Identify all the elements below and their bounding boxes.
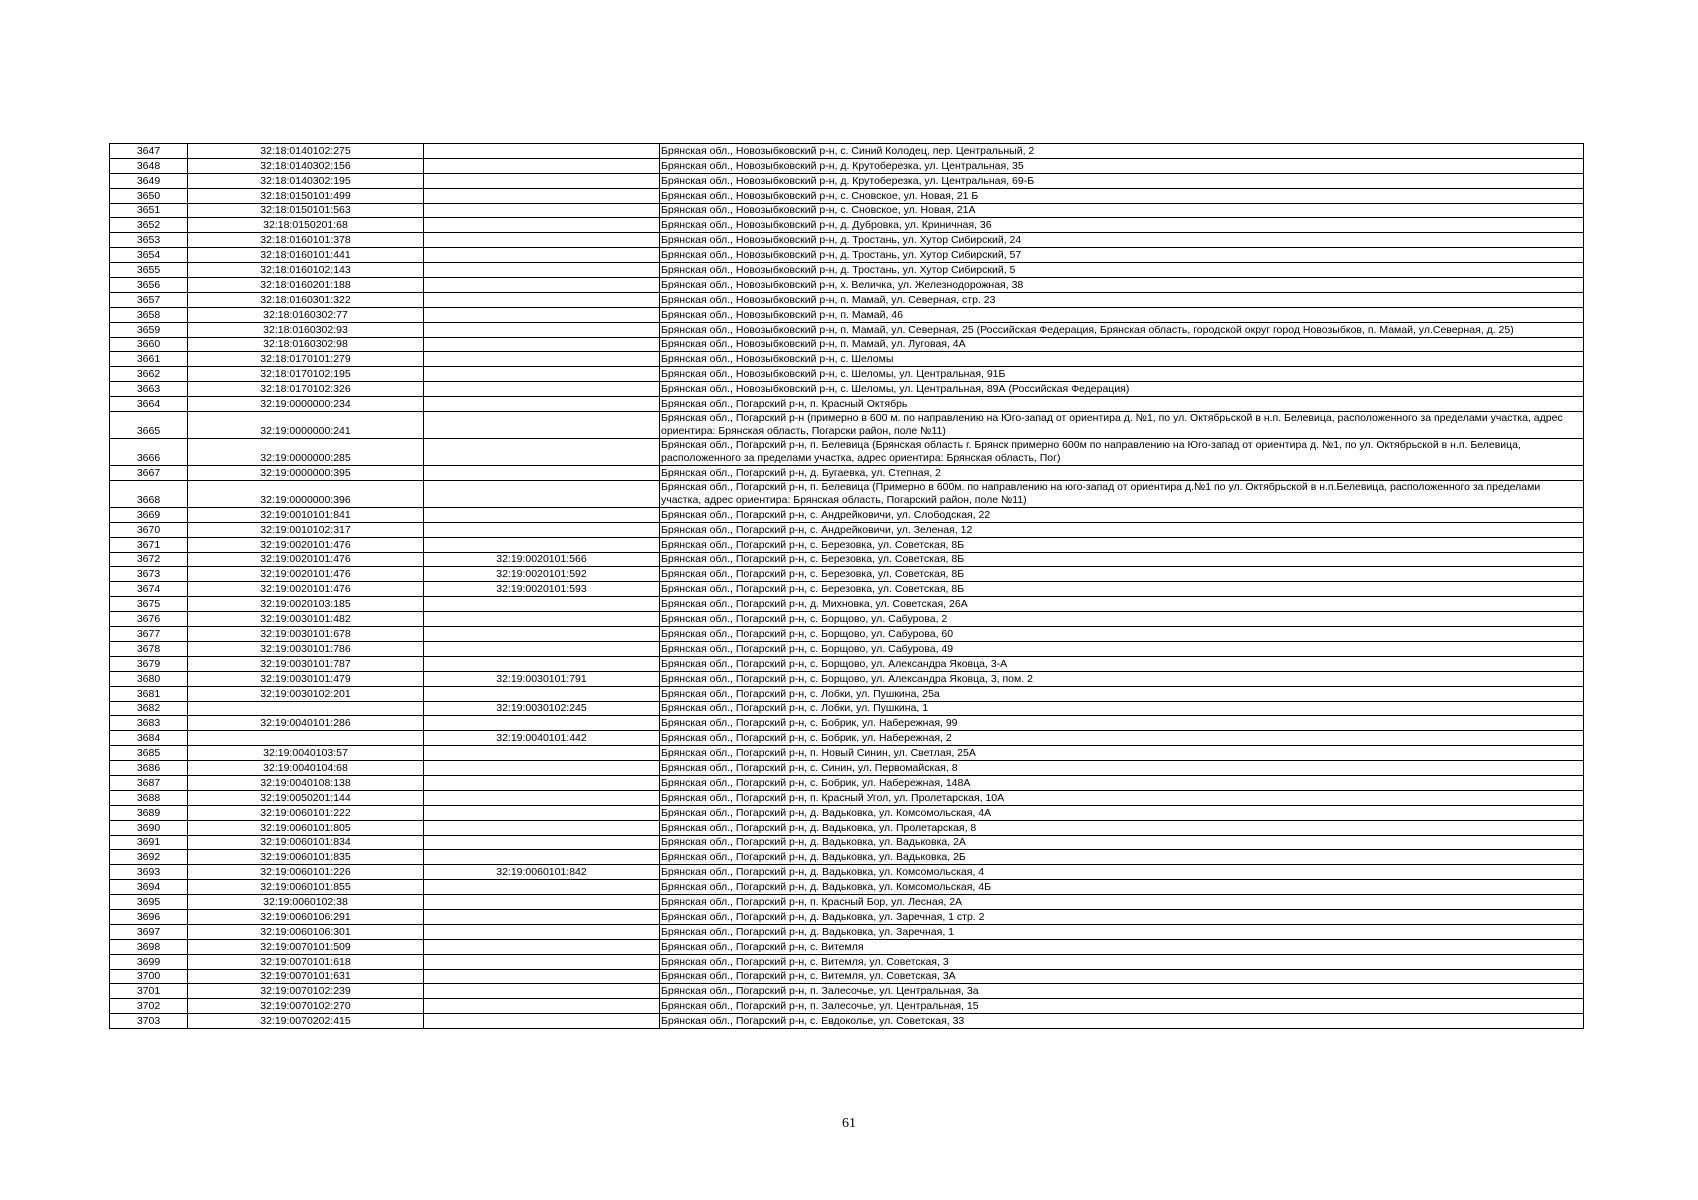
row-number-cell: 3652 (110, 218, 188, 233)
row-number-cell: 3698 (110, 939, 188, 954)
related-cadastral-number-cell (424, 835, 660, 850)
cadastral-number-cell: 32:18:0150101:499 (188, 188, 424, 203)
address-cell: Брянская обл., Погарский р-н, с. Евдоколье, ул. Советская, 33 (660, 1014, 1584, 1029)
cadastral-number-cell: 32:18:0140302:156 (188, 158, 424, 173)
address-cell: Брянская обл., Погарский р-н, с. Березовка, ул. Советская, 8Б (660, 582, 1584, 597)
table-row (110, 627, 1584, 642)
address-cell: Брянская обл., Погарский р-н, д. Вадьковка, ул. Заречная, 1 (660, 924, 1584, 939)
cadastral-number-cell: 32:19:0060101:226 (188, 865, 424, 880)
row-number-cell: 3674 (110, 582, 188, 597)
table-row (110, 969, 1584, 984)
table-row (110, 307, 1584, 322)
row-number-cell: 3679 (110, 656, 188, 671)
cadastral-number-cell: 32:19:0060106:291 (188, 909, 424, 924)
table-row (110, 999, 1584, 1014)
table-row (110, 746, 1584, 761)
row-number-cell: 3657 (110, 292, 188, 307)
related-cadastral-number-cell (424, 1014, 660, 1029)
row-number-cell: 3688 (110, 790, 188, 805)
address-cell: Брянская обл., Погарский р-н, с. Березовка, ул. Советская, 8Б (660, 567, 1584, 582)
row-number-cell: 3671 (110, 537, 188, 552)
related-cadastral-number-cell (424, 537, 660, 552)
address-cell: Брянская обл., Новозыбковский р-н, д. Крутоберезка, ул. Центральная, 35 (660, 158, 1584, 173)
row-number-cell: 3700 (110, 969, 188, 984)
related-cadastral-number-cell (424, 775, 660, 790)
page-number: 61 (842, 1116, 856, 1131)
related-cadastral-number-cell (424, 850, 660, 865)
cadastral-number-cell: 32:19:0060101:805 (188, 820, 424, 835)
cadastral-number-cell: 32:19:0000000:395 (188, 466, 424, 481)
row-number-cell: 3673 (110, 567, 188, 582)
row-number-cell: 3672 (110, 552, 188, 567)
address-cell: Брянская обл., Погарский р-н, с. Синин, ул. Первомайская, 8 (660, 761, 1584, 776)
related-cadastral-number-cell (424, 716, 660, 731)
row-number-cell: 3699 (110, 954, 188, 969)
cadastral-number-cell: 32:19:0020101:476 (188, 552, 424, 567)
row-number-cell: 3660 (110, 337, 188, 352)
table-row (110, 850, 1584, 865)
address-cell: Брянская обл., Погарский р-н, с. Андрейковичи, ул. Зеленая, 12 (660, 522, 1584, 537)
related-cadastral-number-cell (424, 278, 660, 293)
row-number-cell: 3681 (110, 686, 188, 701)
address-cell: Брянская обл., Новозыбковский р-н, п. Мамай, ул. Северная, 25 (Российская Федерация, Брянская область, городской округ город Новозыбков, п. Мамай, ул.Северная, д. 25) (660, 322, 1584, 337)
cadastral-number-cell: 32:19:0070102:270 (188, 999, 424, 1014)
cadastral-number-cell: 32:19:0020101:476 (188, 567, 424, 582)
row-number-cell: 3667 (110, 466, 188, 481)
row-number-cell: 3653 (110, 233, 188, 248)
cadastral-number-cell: 32:19:0050201:144 (188, 790, 424, 805)
cadastral-number-cell: 32:18:0160302:98 (188, 337, 424, 352)
related-cadastral-number-cell (424, 382, 660, 397)
related-cadastral-number-cell (424, 337, 660, 352)
related-cadastral-number-cell (424, 322, 660, 337)
related-cadastral-number-cell (424, 880, 660, 895)
cadastral-number-cell: 32:18:0140102:275 (188, 144, 424, 159)
table-row (110, 552, 1584, 567)
cadastral-number-cell: 32:18:0160201:188 (188, 278, 424, 293)
table-row (110, 203, 1584, 218)
cadastral-number-cell: 32:18:0150201:68 (188, 218, 424, 233)
address-cell: Брянская обл., Новозыбковский р-н, с. Сновское, ул. Новая, 21А (660, 203, 1584, 218)
table-row (110, 597, 1584, 612)
related-cadastral-number-cell (424, 895, 660, 910)
address-cell: Брянская обл., Погарский р-н, д. Вадьковка, ул. Комсомольская, 4 (660, 865, 1584, 880)
address-cell: Брянская обл., Погарский р-н (примерно в 600 м. по направлению на Юго-запад от ориентира д. №1, по ул. Октябрьской в н.п. Белевица, расположенного за пределами участка, адрес ориентира: Брянская область, Погарски район, поле №11) (660, 412, 1584, 439)
related-cadastral-number-cell (424, 292, 660, 307)
address-cell: Брянская обл., Погарский р-н, с. Борщово, ул. Александра Яковца, 3-А (660, 656, 1584, 671)
table-row (110, 173, 1584, 188)
cadastral-number-cell: 32:19:0040108:138 (188, 775, 424, 790)
table-row (110, 820, 1584, 835)
table-row (110, 612, 1584, 627)
register-table (109, 143, 1584, 1029)
table-row (110, 582, 1584, 597)
row-number-cell: 3676 (110, 612, 188, 627)
address-cell: Брянская обл., Погарский р-н, д. Вадьковка, ул. Заречная, 1 стр. 2 (660, 909, 1584, 924)
address-cell: Брянская обл., Погарский р-н, д. Вадьковка, ул. Комсомольская, 4Б (660, 880, 1584, 895)
row-number-cell: 3690 (110, 820, 188, 835)
row-number-cell: 3697 (110, 924, 188, 939)
address-cell: Брянская обл., Погарский р-н, д. Вадьковка, ул. Пролетарская, 8 (660, 820, 1584, 835)
table-row (110, 761, 1584, 776)
related-cadastral-number-cell (424, 939, 660, 954)
address-cell: Брянская обл., Погарский р-н, с. Бобрик, ул. Набережная, 99 (660, 716, 1584, 731)
address-cell: Брянская обл., Погарский р-н, с. Бобрик, ул. Набережная, 148А (660, 775, 1584, 790)
address-cell: Брянская обл., Новозыбковский р-н, д. Тростань, ул. Хутор Сибирский, 24 (660, 233, 1584, 248)
address-cell: Брянская обл., Погарский р-н, с. Борщово, ул. Сабурова, 2 (660, 612, 1584, 627)
related-cadastral-number-cell (424, 144, 660, 159)
cadastral-number-cell: 32:19:0040104:68 (188, 761, 424, 776)
cadastral-number-cell: 32:19:0030101:479 (188, 671, 424, 686)
table-row (110, 466, 1584, 481)
cadastral-number-cell: 32:18:0170102:326 (188, 382, 424, 397)
cadastral-number-cell: 32:19:0010102:317 (188, 522, 424, 537)
row-number-cell: 3695 (110, 895, 188, 910)
row-number-cell: 3658 (110, 307, 188, 322)
related-cadastral-number-cell (424, 999, 660, 1014)
row-number-cell: 3666 (110, 439, 188, 466)
cadastral-number-cell: 32:18:0160302:93 (188, 322, 424, 337)
row-number-cell: 3661 (110, 352, 188, 367)
cadastral-number-cell: 32:19:0030101:482 (188, 612, 424, 627)
cadastral-number-cell: 32:19:0030102:201 (188, 686, 424, 701)
cadastral-number-cell: 32:18:0140302:195 (188, 173, 424, 188)
related-cadastral-number-cell (424, 439, 660, 466)
related-cadastral-number-cell (424, 466, 660, 481)
cadastral-number-cell: 32:19:0000000:234 (188, 397, 424, 412)
row-number-cell: 3696 (110, 909, 188, 924)
table-row (110, 278, 1584, 293)
address-cell: Брянская обл., Погарский р-н, с. Березовка, ул. Советская, 8Б (660, 552, 1584, 567)
related-cadastral-number-cell (424, 412, 660, 439)
row-number-cell: 3648 (110, 158, 188, 173)
address-cell: Брянская обл., Погарский р-н, с. Витемля, ул. Советская, 3А (660, 969, 1584, 984)
address-cell: Брянская обл., Новозыбковский р-н, д. Тростань, ул. Хутор Сибирский, 57 (660, 248, 1584, 263)
row-number-cell: 3692 (110, 850, 188, 865)
row-number-cell: 3694 (110, 880, 188, 895)
cadastral-number-cell: 32:19:0070101:509 (188, 939, 424, 954)
table-row (110, 984, 1584, 999)
related-cadastral-number-cell (424, 761, 660, 776)
table-row (110, 248, 1584, 263)
related-cadastral-number-cell (424, 746, 660, 761)
address-cell: Брянская обл., Погарский р-н, д. Вадьковка, ул. Комсомольская, 4А (660, 805, 1584, 820)
address-cell: Брянская обл., Погарский р-н, с. Борщово, ул. Александра Яковца, 3, пом. 2 (660, 671, 1584, 686)
cadastral-number-cell: 32:19:0060101:222 (188, 805, 424, 820)
address-cell: Брянская обл., Новозыбковский р-н, с. Шеломы, ул. Центральная, 89А (Российская Федерация) (660, 382, 1584, 397)
row-number-cell: 3703 (110, 1014, 188, 1029)
related-cadastral-number-cell (424, 307, 660, 322)
cadastral-number-cell: 32:18:0160302:77 (188, 307, 424, 322)
row-number-cell: 3678 (110, 641, 188, 656)
table-row (110, 939, 1584, 954)
cadastral-number-cell: 32:18:0160101:378 (188, 233, 424, 248)
address-cell: Брянская обл., Новозыбковский р-н, д. Дубровка, ул. Криничная, 36 (660, 218, 1584, 233)
table-row (110, 188, 1584, 203)
cadastral-number-cell: 32:18:0170101:279 (188, 352, 424, 367)
cadastral-number-cell: 32:19:0060101:835 (188, 850, 424, 865)
cadastral-number-cell: 32:19:0030101:787 (188, 656, 424, 671)
table-row (110, 835, 1584, 850)
address-cell: Брянская обл., Погарский р-н, п. Красный Бор, ул. Лесная, 2А (660, 895, 1584, 910)
cadastral-number-cell: 32:19:0060106:301 (188, 924, 424, 939)
table-row (110, 686, 1584, 701)
cadastral-number-cell: 32:19:0070102:239 (188, 984, 424, 999)
table-row (110, 701, 1584, 716)
table-row (110, 522, 1584, 537)
related-cadastral-number-cell (424, 686, 660, 701)
address-cell: Брянская обл., Новозыбковский р-н, с. Сновское, ул. Новая, 21 Б (660, 188, 1584, 203)
address-cell: Брянская обл., Погарский р-н, с. Борщово, ул. Сабурова, 49 (660, 641, 1584, 656)
related-cadastral-number-cell (424, 597, 660, 612)
row-number-cell: 3677 (110, 627, 188, 642)
related-cadastral-number-cell (424, 805, 660, 820)
related-cadastral-number-cell (424, 641, 660, 656)
related-cadastral-number-cell: 32:19:0040101:442 (424, 731, 660, 746)
table-row (110, 412, 1584, 439)
address-cell: Брянская обл., Погарский р-н, п. Красный Угол, ул. Пролетарская, 10А (660, 790, 1584, 805)
row-number-cell: 3682 (110, 701, 188, 716)
table-row (110, 352, 1584, 367)
table-row (110, 671, 1584, 686)
address-cell: Брянская обл., Погарский р-н, п. Залесочье, ул. Центральная, 3а (660, 984, 1584, 999)
cadastral-number-cell: 32:19:0020101:476 (188, 582, 424, 597)
row-number-cell: 3665 (110, 412, 188, 439)
table-row (110, 641, 1584, 656)
related-cadastral-number-cell (424, 397, 660, 412)
address-cell: Брянская обл., Погарский р-н, п. Белевица (Брянская область г. Брянск примерно 600м по направлению на Юго-запад от ориентира д. №1, по ул. Октябрьской в н.п. Белевица, расположенного за пределами участка, адрес ориентира: Брянская область, Пог) (660, 439, 1584, 466)
related-cadastral-number-cell (424, 909, 660, 924)
table-row (110, 1014, 1584, 1029)
register-table-body (110, 144, 1584, 1029)
row-number-cell: 3656 (110, 278, 188, 293)
row-number-cell: 3662 (110, 367, 188, 382)
row-number-cell: 3702 (110, 999, 188, 1014)
row-number-cell: 3664 (110, 397, 188, 412)
related-cadastral-number-cell (424, 352, 660, 367)
row-number-cell: 3650 (110, 188, 188, 203)
table-row (110, 954, 1584, 969)
row-number-cell: 3669 (110, 507, 188, 522)
related-cadastral-number-cell: 32:19:0030101:791 (424, 671, 660, 686)
cadastral-number-cell: 32:19:0040103:57 (188, 746, 424, 761)
related-cadastral-number-cell (424, 203, 660, 218)
table-row (110, 439, 1584, 466)
related-cadastral-number-cell: 32:19:0030102:245 (424, 701, 660, 716)
row-number-cell: 3654 (110, 248, 188, 263)
table-row (110, 337, 1584, 352)
related-cadastral-number-cell (424, 173, 660, 188)
table-row (110, 158, 1584, 173)
row-number-cell: 3680 (110, 671, 188, 686)
cadastral-number-cell: 32:19:0000000:285 (188, 439, 424, 466)
address-cell: Брянская обл., Погарский р-н, с. Борщово, ул. Сабурова, 60 (660, 627, 1584, 642)
cadastral-number-cell: 32:19:0040101:286 (188, 716, 424, 731)
address-cell: Брянская обл., Новозыбковский р-н, х. Величка, ул. Железнодорожная, 38 (660, 278, 1584, 293)
address-cell: Брянская обл., Погарский р-н, с. Березовка, ул. Советская, 8Б (660, 537, 1584, 552)
cadastral-number-cell: 32:19:0030101:786 (188, 641, 424, 656)
row-number-cell: 3701 (110, 984, 188, 999)
cadastral-number-cell: 32:18:0170102:195 (188, 367, 424, 382)
address-cell: Брянская обл., Погарский р-н, с. Витемля (660, 939, 1584, 954)
related-cadastral-number-cell: 32:19:0020101:593 (424, 582, 660, 597)
table-row (110, 144, 1584, 159)
cadastral-number-cell: 32:19:0020103:185 (188, 597, 424, 612)
address-cell: Брянская обл., Погарский р-н, д. Вадьковка, ул. Вадьковка, 2Б (660, 850, 1584, 865)
related-cadastral-number-cell (424, 924, 660, 939)
cadastral-number-cell: 32:18:0160102:143 (188, 263, 424, 278)
related-cadastral-number-cell: 32:19:0020101:566 (424, 552, 660, 567)
cadastral-number-cell: 32:19:0060101:834 (188, 835, 424, 850)
table-row (110, 382, 1584, 397)
table-row (110, 233, 1584, 248)
row-number-cell: 3684 (110, 731, 188, 746)
related-cadastral-number-cell (424, 218, 660, 233)
address-cell: Брянская обл., Погарский р-н, п. Красный Октябрь (660, 397, 1584, 412)
address-cell: Брянская обл., Погарский р-н, с. Лобки, ул. Пушкина, 1 (660, 701, 1584, 716)
related-cadastral-number-cell (424, 158, 660, 173)
address-cell: Брянская обл., Погарский р-н, д. Бугаевка, ул. Степная, 2 (660, 466, 1584, 481)
cadastral-number-cell (188, 701, 424, 716)
table-row (110, 805, 1584, 820)
address-cell: Брянская обл., Погарский р-н, п. Белевица (Примерно в 600м. по направлению на юго-запад от ориентира д.№1 по ул. Октябрьской в н.п.Белевица, расположенного за пределами участка, адрес ориентира: Брянская область, Погарский район, поле №11) (660, 480, 1584, 507)
address-cell: Брянская обл., Новозыбковский р-н, п. Мамай, 46 (660, 307, 1584, 322)
cadastral-number-cell: 32:19:0010101:841 (188, 507, 424, 522)
related-cadastral-number-cell: 32:19:0060101:842 (424, 865, 660, 880)
row-number-cell: 3685 (110, 746, 188, 761)
table-row (110, 218, 1584, 233)
table-row (110, 865, 1584, 880)
related-cadastral-number-cell (424, 820, 660, 835)
row-number-cell: 3655 (110, 263, 188, 278)
table-row (110, 895, 1584, 910)
table-row (110, 507, 1584, 522)
address-cell: Брянская обл., Новозыбковский р-н, п. Мамай, ул. Луговая, 4А (660, 337, 1584, 352)
cadastral-number-cell: 32:19:0030101:678 (188, 627, 424, 642)
row-number-cell: 3675 (110, 597, 188, 612)
related-cadastral-number-cell (424, 507, 660, 522)
address-cell: Брянская обл., Новозыбковский р-н, п. Мамай, ул. Северная, стр. 23 (660, 292, 1584, 307)
cadastral-number-cell: 32:19:0060101:855 (188, 880, 424, 895)
row-number-cell: 3651 (110, 203, 188, 218)
cadastral-number-cell (188, 731, 424, 746)
table-row (110, 775, 1584, 790)
cadastral-number-cell: 32:19:0000000:241 (188, 412, 424, 439)
table-row (110, 924, 1584, 939)
table-row (110, 322, 1584, 337)
related-cadastral-number-cell (424, 627, 660, 642)
related-cadastral-number-cell (424, 984, 660, 999)
cadastral-number-cell: 32:18:0160101:441 (188, 248, 424, 263)
address-cell: Брянская обл., Погарский р-н, с. Лобки, ул. Пушкина, 25а (660, 686, 1584, 701)
cadastral-number-cell: 32:18:0160301:322 (188, 292, 424, 307)
related-cadastral-number-cell (424, 248, 660, 263)
address-cell: Брянская обл., Погарский р-н, с. Андрейковичи, ул. Слободская, 22 (660, 507, 1584, 522)
table-row (110, 656, 1584, 671)
address-cell: Брянская обл., Новозыбковский р-н, д. Тростань, ул. Хутор Сибирский, 5 (660, 263, 1584, 278)
address-cell: Брянская обл., Новозыбковский р-н, с. Синий Колодец, пер. Центральный, 2 (660, 144, 1584, 159)
table-row (110, 263, 1584, 278)
address-cell: Брянская обл., Погарский р-н, д. Вадьковка, ул. Вадьковка, 2А (660, 835, 1584, 850)
related-cadastral-number-cell (424, 367, 660, 382)
related-cadastral-number-cell: 32:19:0020101:592 (424, 567, 660, 582)
cadastral-number-cell: 32:19:0070101:631 (188, 969, 424, 984)
row-number-cell: 3693 (110, 865, 188, 880)
row-number-cell: 3670 (110, 522, 188, 537)
cadastral-number-cell: 32:19:0000000:396 (188, 480, 424, 507)
address-cell: Брянская обл., Новозыбковский р-н, с. Шеломы, ул. Центральная, 91Б (660, 367, 1584, 382)
related-cadastral-number-cell (424, 233, 660, 248)
related-cadastral-number-cell (424, 954, 660, 969)
row-number-cell: 3649 (110, 173, 188, 188)
related-cadastral-number-cell (424, 656, 660, 671)
row-number-cell: 3668 (110, 480, 188, 507)
table-row (110, 567, 1584, 582)
related-cadastral-number-cell (424, 263, 660, 278)
table-row (110, 716, 1584, 731)
row-number-cell: 3691 (110, 835, 188, 850)
address-cell: Брянская обл., Погарский р-н, с. Витемля, ул. Советская, 3 (660, 954, 1584, 969)
related-cadastral-number-cell (424, 480, 660, 507)
related-cadastral-number-cell (424, 790, 660, 805)
address-cell: Брянская обл., Погарский р-н, с. Бобрик, ул. Набережная, 2 (660, 731, 1584, 746)
address-cell: Брянская обл., Погарский р-н, д. Михновка, ул. Советская, 26А (660, 597, 1584, 612)
table-row (110, 292, 1584, 307)
table-row (110, 880, 1584, 895)
address-cell: Брянская обл., Погарский р-н, п. Новый Синин, ул. Светлая, 25А (660, 746, 1584, 761)
table-row (110, 480, 1584, 507)
address-cell: Брянская обл., Погарский р-н, п. Залесочье, ул. Центральная, 15 (660, 999, 1584, 1014)
table-row (110, 397, 1584, 412)
related-cadastral-number-cell (424, 522, 660, 537)
cadastral-number-cell: 32:19:0070202:415 (188, 1014, 424, 1029)
row-number-cell: 3647 (110, 144, 188, 159)
cadastral-number-cell: 32:19:0020101:476 (188, 537, 424, 552)
related-cadastral-number-cell (424, 969, 660, 984)
row-number-cell: 3659 (110, 322, 188, 337)
table-row (110, 537, 1584, 552)
table-row (110, 790, 1584, 805)
table-row (110, 909, 1584, 924)
cadastral-number-cell: 32:18:0150101:563 (188, 203, 424, 218)
related-cadastral-number-cell (424, 188, 660, 203)
related-cadastral-number-cell (424, 612, 660, 627)
row-number-cell: 3687 (110, 775, 188, 790)
table-row (110, 367, 1584, 382)
cadastral-number-cell: 32:19:0070101:618 (188, 954, 424, 969)
row-number-cell: 3686 (110, 761, 188, 776)
row-number-cell: 3663 (110, 382, 188, 397)
table-row (110, 731, 1584, 746)
row-number-cell: 3683 (110, 716, 188, 731)
cadastral-number-cell: 32:19:0060102:38 (188, 895, 424, 910)
address-cell: Брянская обл., Новозыбковский р-н, с. Шеломы (660, 352, 1584, 367)
row-number-cell: 3689 (110, 805, 188, 820)
address-cell: Брянская обл., Новозыбковский р-н, д. Крутоберезка, ул. Центральная, 69-Б (660, 173, 1584, 188)
